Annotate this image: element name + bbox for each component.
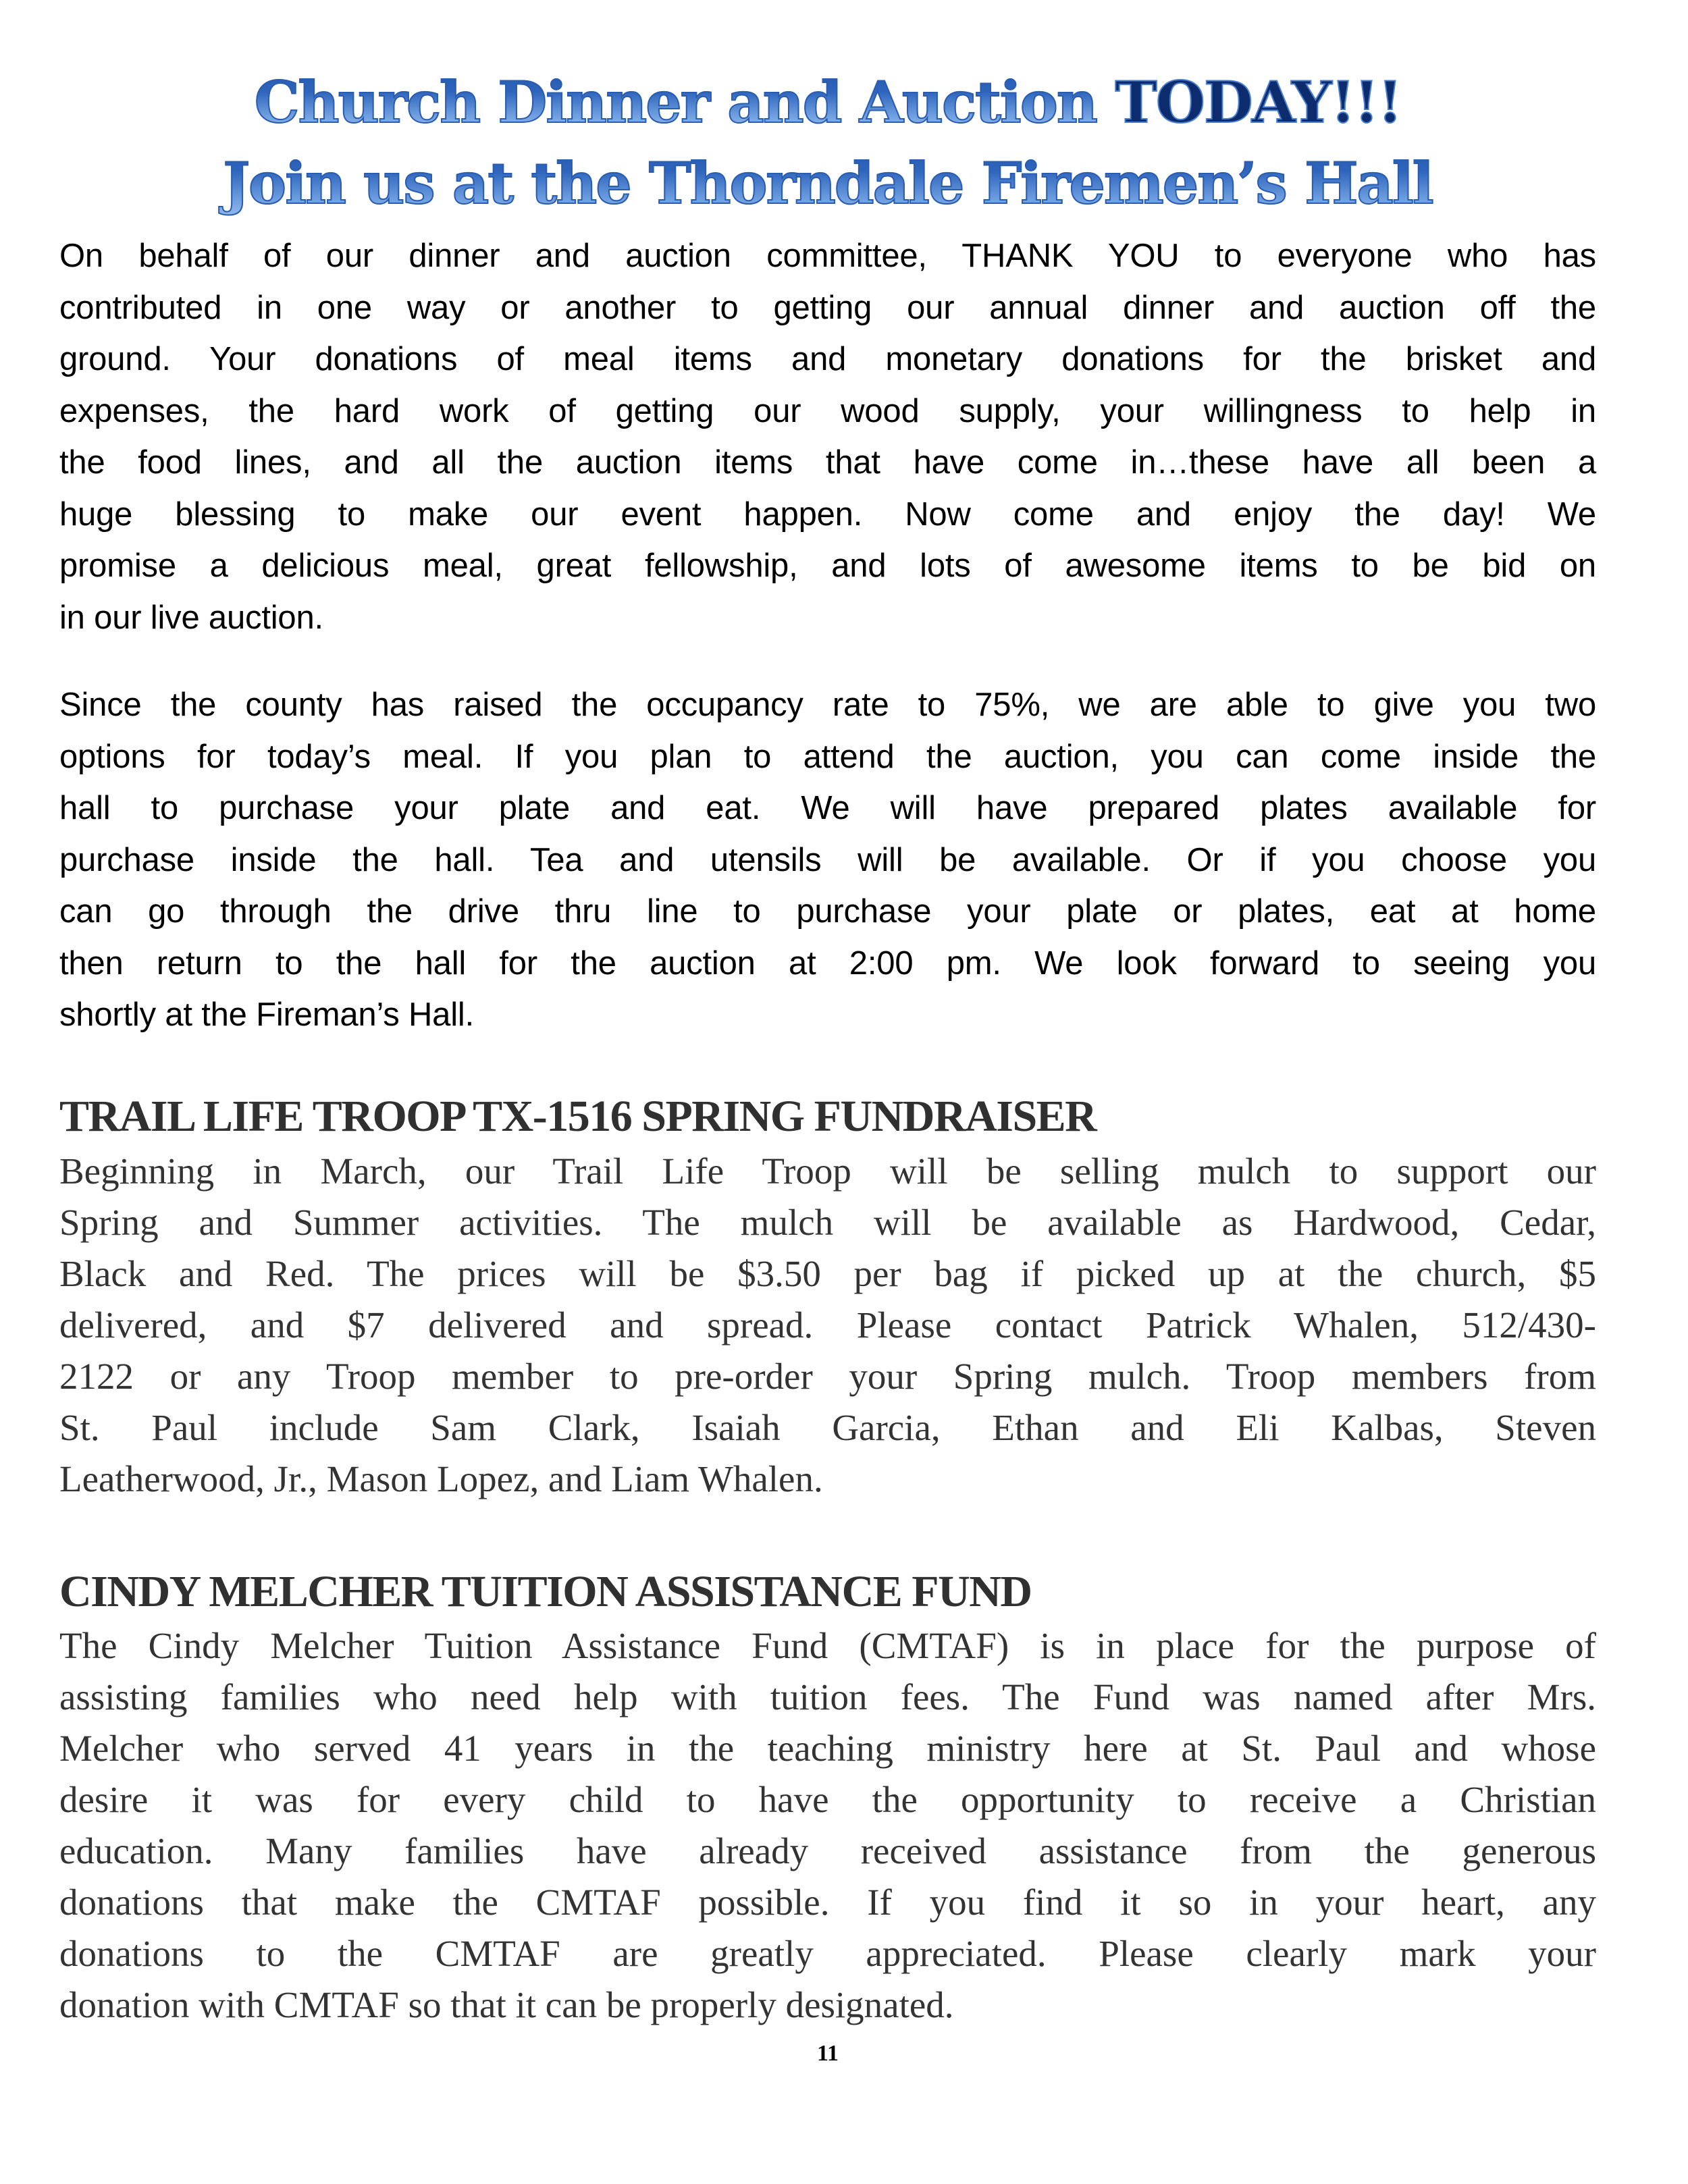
- text-line: huge blessing to make our event happen. Now come and enjoy the day! We: [59, 496, 1596, 533]
- text-line: options for today’s meal. If you plan to attend the auction, you can come inside the: [59, 738, 1596, 775]
- text-line: the food lines, and all the auction items that have come in…these have all been a: [59, 444, 1596, 481]
- text-line: hall to purchase your plate and eat. We will have prepared plates available for: [59, 790, 1596, 826]
- text-line: purchase inside the hall. Tea and utensils will be available. Or if you choose you: [59, 841, 1596, 878]
- page-title: [59, 62, 1596, 224]
- dinner-paragraph-2: [59, 679, 1596, 1041]
- text-line: contributed in one way or another to getting our annual dinner and auction off the: [59, 289, 1596, 326]
- text-line: desire it was for every child to have the opportunity to receive a Christian: [59, 1779, 1596, 1820]
- text-line: then return to the hall for the auction at 2:00 pm. We look forward to seeing you: [59, 944, 1596, 982]
- text-line: The Cindy Melcher Tuition Assistance Fund (CMTAF) is in place for the purpose of: [59, 1625, 1596, 1666]
- text-line: donations to the CMTAF are greatly appreciated. Please clearly mark your: [59, 1933, 1596, 1974]
- title-dinner-auction: Church Dinner and Auction: [254, 69, 1115, 136]
- title-line-1: [59, 62, 1596, 143]
- text-line: Leatherwood, Jr., Mason Lopez, and Liam Whalen.: [59, 1458, 823, 1499]
- dinner-paragraph-1: [59, 230, 1596, 643]
- text-line: donation with CMTAF so that it can be properly designated.: [59, 1984, 954, 2025]
- text-line: ground. Your donations of meal items and monetary donations for the brisket and: [59, 341, 1596, 377]
- text-line: 2122 or any Troop member to pre-order your Spring mulch. Troop members from: [59, 1356, 1596, 1397]
- text-line: Spring and Summer activities. The mulch will be available as Hardwood, Cedar,: [59, 1202, 1596, 1243]
- text-line: Since the county has raised the occupancy rate to 75%, we are able to give you two: [59, 687, 1596, 723]
- text-line: education. Many families have already received assistance from the generous: [59, 1830, 1596, 1871]
- text-line: shortly at the Fireman’s Hall.: [59, 996, 474, 1033]
- trail-life-heading: TRAIL LIFE TROOP TX-1516 SPRING FUNDRAISER: [59, 1092, 1097, 1141]
- cmtaf-body: [59, 1620, 1596, 2031]
- text-line: assisting families who need help with tuition fees. The Fund was named after Mrs.: [59, 1676, 1596, 1717]
- cmtaf-heading: CINDY MELCHER TUITION ASSISTANCE FUND: [59, 1567, 1032, 1616]
- text-line: donations that make the CMTAF possible. If you find it so in your heart, any: [59, 1882, 1596, 1923]
- text-line: can go through the drive thru line to purchase your plate or plates, eat at home: [59, 893, 1596, 930]
- text-line: Black and Red. The prices will be $3.50 per bag if picked up at the church, $5: [59, 1253, 1596, 1294]
- text-line: St. Paul include Sam Clark, Isaiah Garcia, Ethan and Eli Kalbas, Steven: [59, 1407, 1596, 1448]
- text-line: delivered, and $7 delivered and spread. Please contact Patrick Whalen, 512/430-: [59, 1304, 1596, 1346]
- title-today: TODAY!!!: [1115, 69, 1402, 136]
- trail-life-body: [59, 1146, 1596, 1505]
- title-line-2: Join us at the Thorndale Firemen’s Hall: [59, 143, 1596, 224]
- text-line: expenses, the hard work of getting our wood supply, your willingness to help in: [59, 392, 1596, 429]
- page-number: 11: [816, 2041, 839, 2066]
- text-line: Melcher who served 41 years in the teaching ministry here at St. Paul and whose: [59, 1728, 1596, 1769]
- text-line: On behalf of our dinner and auction committee, THANK YOU to everyone who has: [59, 238, 1596, 274]
- text-line: Beginning in March, our Trail Life Troop will be selling mulch to support our: [59, 1150, 1596, 1192]
- text-line: promise a delicious meal, great fellowship, and lots of awesome items to be bid on: [59, 548, 1596, 584]
- text-line: in our live auction.: [59, 599, 323, 636]
